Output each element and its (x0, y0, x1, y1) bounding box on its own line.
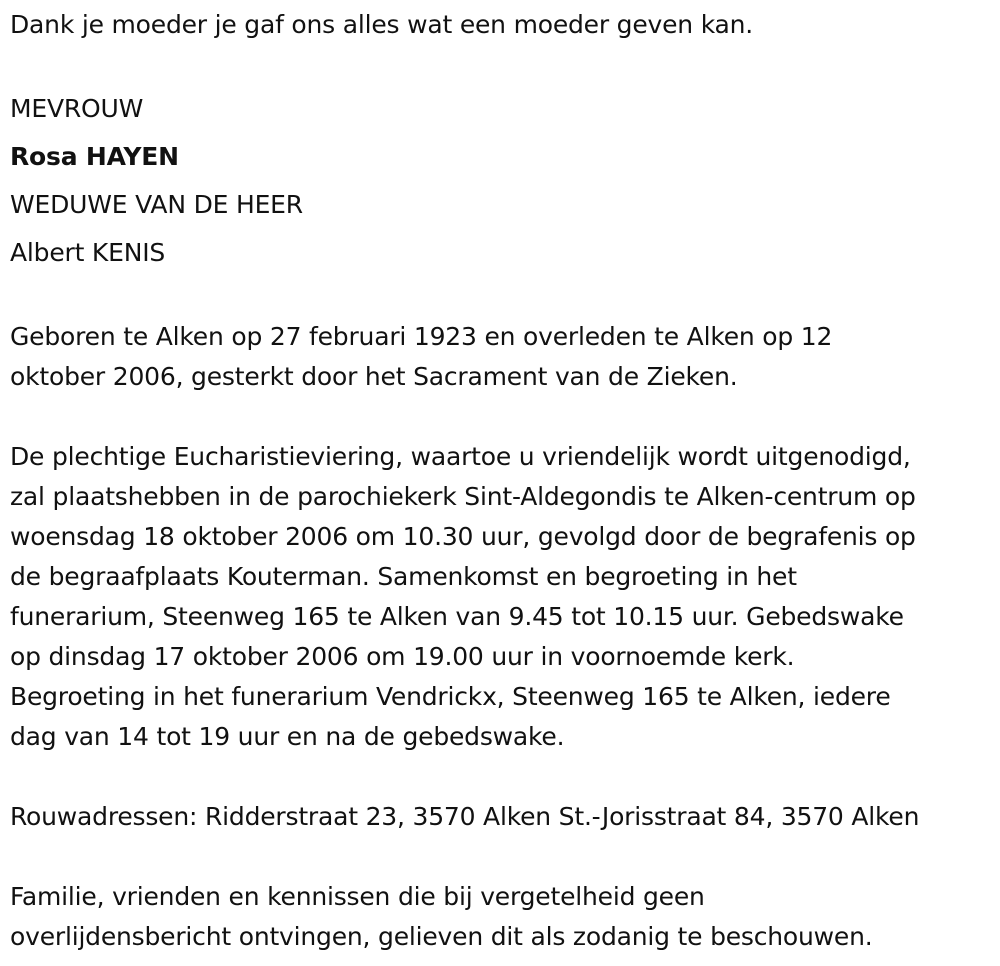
paragraph-line: woensdag 18 oktober 2006 om 10.30 uur, gevolgd door de begrafenis op (10, 522, 916, 551)
spouse-name: Albert KENIS (10, 238, 166, 267)
title-block (10, 85, 995, 277)
spacer (10, 277, 995, 317)
spacer (10, 397, 995, 437)
spacer (10, 837, 995, 877)
paragraph-line: de begraafplaats Kouterman. Samenkomst en begroeting in het (10, 562, 797, 591)
intro-line: Dank je moeder je gaf ons alles wat een moeder geven kan. (10, 10, 754, 39)
paragraph-line: zal plaatshebben in de parochiekerk Sint-Aldegondis te Alken-centrum op (10, 482, 916, 511)
addresses-line: Rouwadressen: Ridderstraat 23, 3570 Alken St.-Jorisstraat 84, 3570 Alken (10, 802, 920, 831)
paragraph-line: oktober 2006, gesterkt door het Sacrament van de Zieken. (10, 362, 738, 391)
paragraph-line: funerarium, Steenweg 165 te Alken van 9.45 tot 10.15 uur. Gebedswake (10, 602, 904, 631)
paragraph-line: Geboren te Alken op 27 februari 1923 en overleden te Alken op 12 (10, 322, 833, 351)
relation-line: WEDUWE VAN DE HEER (10, 190, 303, 219)
paragraph-line: De plechtige Eucharistieviering, waartoe u vriendelijk wordt uitgenodigd, (10, 442, 911, 471)
spacer (10, 757, 995, 797)
ceremony-paragraph (10, 437, 995, 757)
paragraph-line: dag van 14 tot 19 uur en na de gebedswake. (10, 722, 565, 751)
title-prefix: MEVROUW (10, 94, 144, 123)
paragraph-line: overlijdensbericht ontvingen, gelieven dit als zodanig te beschouwen. (10, 922, 873, 951)
deceased-name: Rosa HAYEN (10, 142, 179, 171)
obituary-document (10, 0, 995, 957)
closing-paragraph (10, 877, 995, 957)
birth-death-paragraph (10, 317, 995, 397)
spacer (10, 45, 995, 85)
paragraph-line: Familie, vrienden en kennissen die bij vergetelheid geen (10, 882, 705, 911)
paragraph-line: Begroeting in het funerarium Vendrickx, Steenweg 165 te Alken, iedere (10, 682, 891, 711)
paragraph-line: op dinsdag 17 oktober 2006 om 19.00 uur in voornoemde kerk. (10, 642, 795, 671)
